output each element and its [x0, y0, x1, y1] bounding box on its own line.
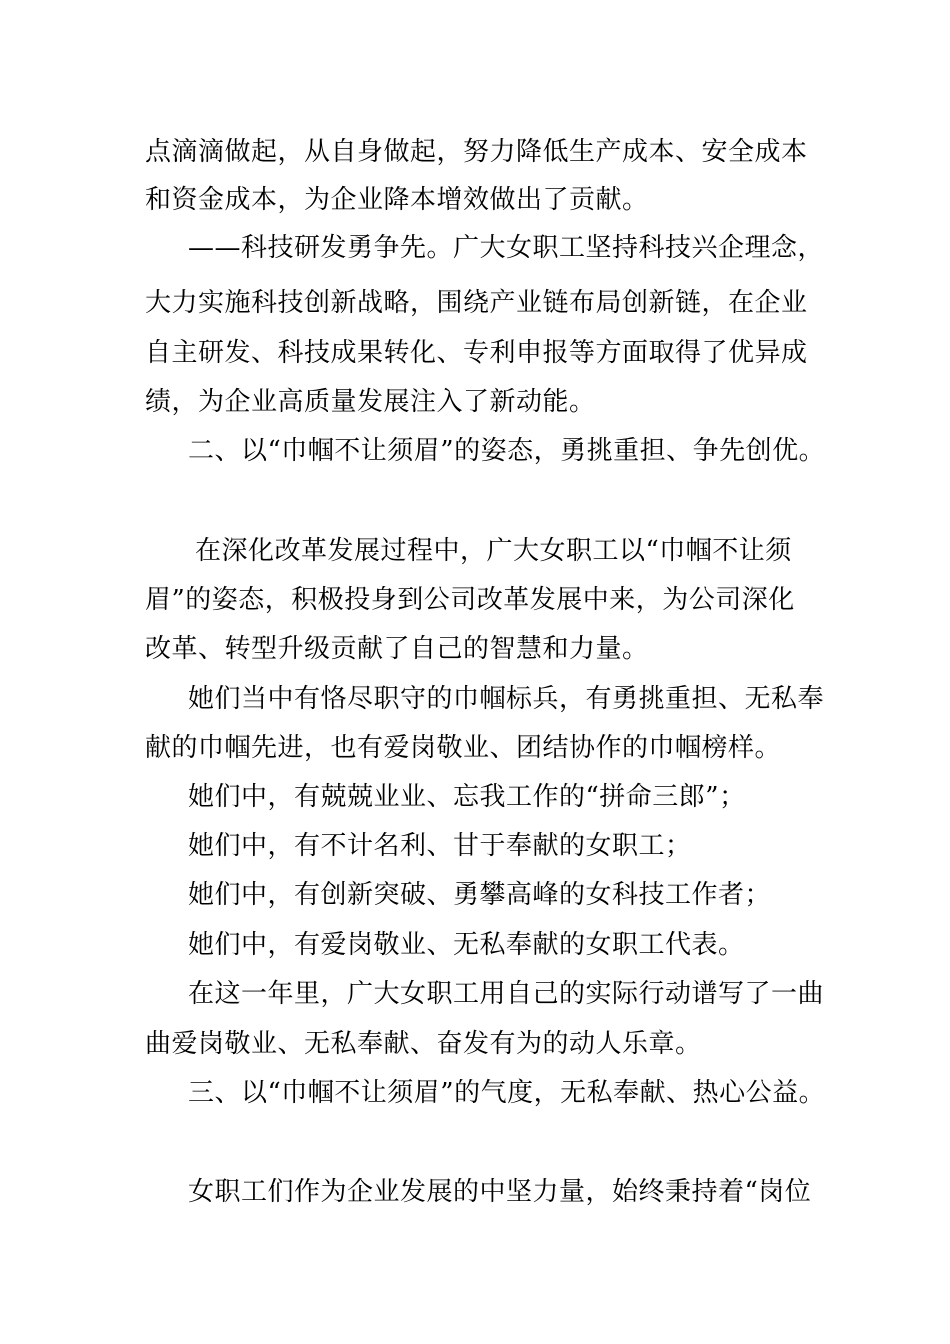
text-line-16: 她们中，有爱岗敬业、无私奉献的女职工代表。	[188, 930, 745, 960]
text-line-1: 点滴滴做起，从自身做起，努力降低生产成本、安全成本	[145, 137, 808, 167]
text-line-6: 绩，为企业高质量发展注入了新动能。	[145, 387, 596, 417]
text-line-5: 自主研发、科技成果转化、专利申报等方面取得了优异成	[145, 338, 808, 368]
section-heading-2: 二、以“巾帼不让须眉”的姿态，勇挑重担、争先创优。	[188, 436, 826, 466]
text-line-18: 曲爱岗敬业、无私奉献、奋发有为的动人乐章。	[145, 1029, 702, 1059]
text-line-9: 眉”的姿态，积极投身到公司改革发展中来，为公司深化	[145, 585, 795, 615]
text-line-2: 和资金成本，为企业降本增效做出了贡献。	[145, 185, 649, 215]
section-heading-3: 三、以“巾帼不让须眉”的气度，无私奉献、热心公益。	[188, 1078, 826, 1108]
text-line-13: 她们中，有兢兢业业、忘我工作的“拼命三郎”；	[188, 782, 746, 812]
text-line-20: 女职工们作为企业发展的中坚力量，始终秉持着“岗位	[188, 1177, 812, 1207]
text-line-11: 她们当中有恪尽职守的巾帼标兵，有勇挑重担、无私奉	[188, 684, 825, 714]
text-line-8: 在深化改革发展过程中，广大女职工以“巾帼不让须	[195, 536, 792, 566]
text-line-17: 在这一年里，广大女职工用自己的实际行动谱写了一曲	[188, 979, 825, 1009]
text-line-12: 献的巾帼先进，也有爱岗敬业、团结协作的巾帼榜样。	[145, 733, 782, 763]
text-line-3: ——科技研发勇争先。广大女职工坚持科技兴企理念，	[188, 233, 825, 263]
text-line-4: 大力实施科技创新战略，围绕产业链布局创新链，在企业	[145, 288, 808, 318]
text-line-15: 她们中，有创新突破、勇攀高峰的女科技工作者；	[188, 880, 772, 910]
text-line-10: 改革、转型升级贡献了自己的智慧和力量。	[145, 634, 649, 664]
text-line-14: 她们中，有不计名利、甘于奉献的女职工；	[188, 831, 692, 861]
